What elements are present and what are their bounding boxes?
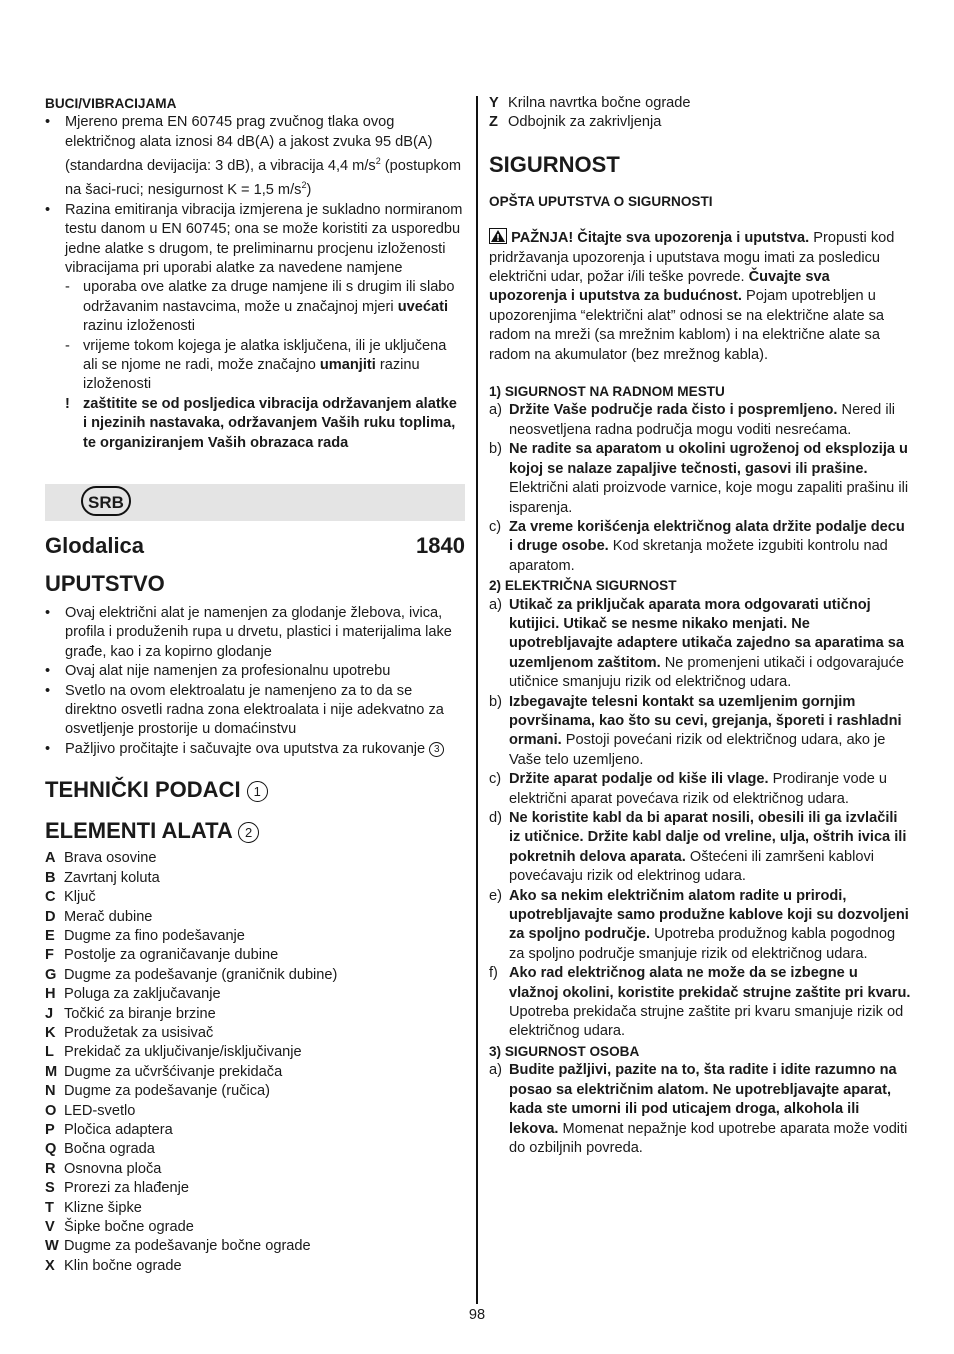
part-key: G <box>45 966 57 983</box>
part-row <box>45 869 465 888</box>
part-row <box>489 94 911 113</box>
part-key: N <box>45 1083 56 1100</box>
item-text: Nered ili neosvetljena radna područja mogu voditi nesrećama. <box>509 402 896 438</box>
right-column <box>489 94 911 1158</box>
noise-dash-2 <box>45 337 465 395</box>
part-key: T <box>45 1199 54 1216</box>
part-label: Dugme za podešavanje (graničnik dubine) <box>64 966 338 983</box>
part-label: Ključ <box>64 889 96 906</box>
part-row <box>45 1160 465 1179</box>
safety-item <box>489 1061 911 1158</box>
safety-item <box>489 440 911 518</box>
item-text: Električni alati proizvode varnice, koje mogu zapaliti prašinu ili isparenja. <box>509 480 909 516</box>
part-label: Pločica adaptera <box>64 1121 173 1138</box>
safety-item <box>489 596 911 693</box>
part-key: M <box>45 1063 58 1080</box>
part-key: R <box>45 1160 56 1177</box>
elements-heading <box>45 818 465 844</box>
part-key: J <box>45 1005 54 1022</box>
part-label: Dugme za fino podešavanje <box>64 927 245 944</box>
part-key: Q <box>45 1141 57 1158</box>
safety-item <box>489 887 911 965</box>
part-key: D <box>45 908 56 925</box>
part-key: V <box>45 1219 55 1235</box>
part-row <box>45 927 465 946</box>
superscript: 2 <box>375 156 381 167</box>
part-key: O <box>45 1102 57 1119</box>
item-text: Oštećeni ili zamršeni kablovi povećavaju rizik od elektrinog udara. <box>509 848 874 885</box>
part-label: Brava osovine <box>64 850 157 867</box>
noise-warning: ! zaštitite se od posljedica vibracija održavanjem alatke i njezinih nastavaka, održavanjem Vaših ruku toplima, te organiziranjem Vaših obrazaca rada <box>45 395 465 453</box>
superscript: 2 <box>301 180 307 191</box>
part-key: C <box>45 889 56 906</box>
part-row <box>45 985 465 1004</box>
tech-data-heading-text: TEHNIČKI PODACI <box>45 777 241 803</box>
safety-item <box>489 518 911 576</box>
part-row <box>45 1043 465 1062</box>
product-number: 1840 <box>416 533 465 559</box>
part-key: W <box>45 1238 59 1255</box>
figure-ref-3: 3 <box>429 742 444 757</box>
part-label: Šipke bočne ograde <box>64 1219 194 1235</box>
warning-text-2: Pojam upotrebljen u upozorenjima “električni alat” odnosi se na električne alate sa radom na mreži (sa mrežnim kablom) i na električne alate sa radom na akumulator (bez mrežnog kabla). <box>489 288 885 363</box>
part-row <box>45 1179 465 1198</box>
part-row <box>45 1237 465 1256</box>
part-row <box>45 849 465 868</box>
part-key: A <box>45 850 56 867</box>
item-text: Ne promenjeni utikači i odgovarajuće utičnice smanjuju rizik od električnog udara. <box>509 654 905 691</box>
section-2-heading: 2) ELEKTRIČNA SIGURNOST <box>489 578 677 594</box>
part-row <box>45 1218 465 1237</box>
warning-bold-2: Čuvajte sva upozorenja i uputstva za budućnost. <box>489 269 830 305</box>
part-label: Osnovna ploča <box>64 1160 162 1177</box>
general-warning-paragraph <box>489 228 911 365</box>
part-row <box>45 1082 465 1101</box>
item-text: Momenat nepažnje kod upotrebe aparata može voditi do ozbiljnih povreda. <box>509 1120 908 1156</box>
safety-item <box>489 964 911 1042</box>
column-divider <box>476 96 478 1304</box>
dash-2-text: vrijeme tokom kojega je alatka isključena, ili je uključena ali se njome ne radi, može značajno <box>83 337 447 373</box>
part-key: H <box>45 986 56 1003</box>
warning-text-1: Propusti kod pridržavanja upozorenja i uputstava mogu imati za posledicu električni udar, požar i/ili teške povrede. <box>489 230 895 286</box>
item-text: Upotreba prekidača strujne zaštite pri kvaru smanjuje rizik od električnog udara. <box>509 1004 904 1040</box>
part-row <box>45 888 465 907</box>
general-safety-heading: OPŠTA UPUTSTVA O SIGURNOSTI <box>489 193 713 209</box>
instruction-item: • Svetlo na ovom elektroalatu je namenjeno za to da se direktno osvetli radna zona elektroalata i nije adekvatno za osvetljenje prostorije u domaćinstvu <box>45 682 465 740</box>
part-label: Točkić za biranje brzine <box>64 1005 216 1022</box>
language-badge: SRB <box>81 486 131 516</box>
item-letter: f) <box>489 965 498 982</box>
part-label: Odbojnik za zakrivljenja <box>508 114 662 131</box>
part-label: Klizne šipke <box>64 1199 142 1216</box>
dash-2-bold: umanjiti <box>319 357 376 373</box>
warning-bold-1: PAŽNJA! Čitajte sva upozorenja i uputstva. <box>511 230 810 247</box>
item-letter: a) <box>489 1062 502 1079</box>
part-label: Postolje za ograničavanje dubine <box>64 947 279 964</box>
dash-1-bold: uvećati <box>397 298 449 315</box>
product-title-row <box>45 533 465 559</box>
part-row <box>45 1199 465 1218</box>
dash-1-text-2: razinu izloženosti <box>83 318 195 335</box>
noise-bullet-1 <box>45 113 465 200</box>
part-label: LED-svetlo <box>64 1102 136 1119</box>
noise-bullet-1-text: Mjereno prema EN 60745 prag zvučnog tlaka ovog električnog alata iznosi 84 dB(A) a jakost zvuka 95 dB(A) (standardna devijacija: 3 dB), a vibracija 4,4 m/s <box>65 114 433 175</box>
part-key: X <box>45 1257 55 1274</box>
part-label: Dugme za učvršćivanje prekidača <box>64 1063 283 1080</box>
part-key: P <box>45 1121 55 1138</box>
part-label: Krilna navrtka bočne ograde <box>508 95 691 111</box>
page-number: 98 <box>468 1307 486 1323</box>
language-band <box>45 484 465 521</box>
item-letter: b) <box>489 693 502 710</box>
part-row <box>45 1024 465 1043</box>
tech-data-heading <box>45 777 465 803</box>
item-bold: Držite Vaše područje rada čisto i pospremljeno. <box>509 402 838 419</box>
instructions-heading: UPUTSTVO <box>45 571 165 597</box>
item-bold: Ako rad električnog alata ne može da se izbegne u vlažnoj okolini, koristite prekidač strujne zaštite pri kvaru. <box>509 965 911 1001</box>
part-key: K <box>45 1024 56 1041</box>
item-bold: Za vreme korišćenja električnog alata držite podalje decu i druge osobe. <box>509 518 905 555</box>
part-key: F <box>45 947 54 964</box>
item-bold: Budite pažljivi, pazite na to, šta radite i idite razumno na posao sa električnim alatom. Ne upotrebljavajte aparat, kada ste umorni ili pod uticajem droga, alkohola ili lekova. <box>509 1062 897 1137</box>
section-1-heading: 1) SIGURNOST NA RADNOM MESTU <box>489 384 725 400</box>
part-label: Merač dubine <box>64 908 153 925</box>
safety-item <box>489 693 911 771</box>
noise-bullet-2: • Razina emitiranja vibracija izmjerena je sukladno normiranom testu danom u EN 60745; ona se može koristiti za usporedbu jedne alatke s drugom, te preliminarnu procjenu izloženosti vibracijama pri uporabi alatke za navedene namjene <box>45 201 465 279</box>
part-row <box>45 1121 465 1140</box>
item-text: Kod skretanja možete izgubiti kontrolu nad aparatom. <box>509 538 888 574</box>
item-bold: Utikač za priključak aparata mora odgovarati utičnoj kutijici. Utikač se nesme nikako menjati. Ne upotrebljavajte adaptere utikača zajedno sa aparatima sa uzemljenom zaštitom. <box>509 596 905 671</box>
safety-item <box>489 770 911 809</box>
elements-heading-text: ELEMENTI ALATA <box>45 818 232 844</box>
part-key: B <box>45 869 56 886</box>
part-label: Prorezi za hlađenje <box>64 1180 189 1197</box>
product-title: Glodalica <box>45 533 145 559</box>
item-letter: a) <box>489 402 502 419</box>
instruction-item: • Ovaj alat nije namenjen za profesionalnu upotrebu <box>45 662 465 681</box>
part-key: S <box>45 1180 55 1197</box>
dash-1-text: uporaba ove alatke za druge namjene ili s drugim ili slabo održavanim nastavcima, može u značajnoj mjeri <box>83 279 455 315</box>
part-label: Dugme za podešavanje bočne ograde <box>64 1238 311 1255</box>
item-text: Upotreba produžnog kabla pogodnog za spoljno područje smanjuje rizik od električnog udara. <box>509 926 896 962</box>
item-letter: b) <box>489 441 502 458</box>
item-text: Prodiranje vode u električni aparat povećava rizik od električnog udara. <box>509 771 887 807</box>
part-key: E <box>45 927 55 944</box>
item-bold: Ako sa nekim električnim alatom radite u prirodi, upotrebljavajte samo produžne kablove koji su dozvoljeni za spoljno područje. <box>509 887 909 943</box>
safety-item <box>489 809 911 887</box>
figure-ref-2: 2 <box>238 822 259 843</box>
figure-ref-1: 1 <box>247 781 268 802</box>
warning-icon <box>489 228 507 244</box>
part-label: Zavrtanj koluta <box>64 869 160 886</box>
item-letter: c) <box>489 518 502 535</box>
part-label: Produžetak za usisivač <box>64 1024 214 1041</box>
instruction-item: • Ovaj električni alat je namenjen za glodanje žlebova, ivica, profila i produženih rupa u drvetu, plastici i materijalima lake građe, kao i za kopirno glodanje <box>45 604 465 662</box>
noise-dash-1 <box>45 278 465 336</box>
safety-item <box>489 401 911 440</box>
item-bold: Ne radite sa aparatom u okolini ugroženoj od eksplozija u kojoj se nalaze zapaljive tečnosti, gasovi ili prašine. <box>509 441 908 477</box>
noise-heading: BUCI/VIBRACIJAMA <box>45 96 177 111</box>
part-label: Prekidač za uključivanje/isključivanje <box>64 1044 302 1061</box>
item-bold: Izbegavajte telesni kontakt sa uzemljenim gornjim površinama, kao što su cevi, grejanja, šporeti i rashladni ormani. <box>509 693 902 749</box>
part-key: L <box>45 1044 54 1061</box>
noise-bullet-1-text-2: (postupkom na šaci-ruci; nesigurnost K = 1,5 m/s <box>65 158 462 199</box>
part-row <box>489 113 911 132</box>
part-row <box>45 1063 465 1082</box>
item-letter: e) <box>489 887 502 904</box>
left-column <box>45 94 465 1276</box>
part-row <box>45 1005 465 1024</box>
safety-heading: SIGURNOST <box>489 151 620 177</box>
part-key: Y <box>489 95 499 111</box>
instruction-text: Pažljivo pročitajte i sačuvajte ova uputstva za rukovanje <box>65 740 426 757</box>
dash-2-text-2: razinu izloženosti <box>83 357 420 393</box>
part-row <box>45 1257 465 1276</box>
item-letter: c) <box>489 771 502 788</box>
part-label: Bočna ograda <box>64 1141 155 1158</box>
part-row <box>45 1102 465 1121</box>
instruction-item <box>45 740 465 759</box>
part-key: Z <box>489 114 498 131</box>
part-row <box>45 1140 465 1159</box>
item-letter: a) <box>489 596 502 613</box>
part-label: Klin bočne ograde <box>64 1257 182 1274</box>
part-row <box>45 946 465 965</box>
part-label: Poluga za zaključavanje <box>64 986 221 1003</box>
part-row <box>45 908 465 927</box>
part-row <box>45 966 465 985</box>
item-text: Postoji povećani rizik od električnog udara, ako je Vaše telo uzemljeno. <box>509 732 886 768</box>
item-letter: d) <box>489 810 502 826</box>
part-label: Dugme za podešavanje (ručica) <box>64 1083 271 1100</box>
instructions-list <box>45 604 465 759</box>
section-3-heading: 3) SIGURNOST OSOBA <box>489 1043 640 1059</box>
item-bold: Ne koristite kabl da bi aparat nosili, obesili ili ga izvlačili iz utičnice. Držite kabl dalje od vreline, ulja, oštrih ivica ili pokretnih delova aparata. <box>509 810 907 865</box>
parts-list <box>45 849 465 1276</box>
noise-bullet-1-text-3: ) <box>306 182 312 199</box>
item-bold: Držite aparat podalje od kiše ili vlage. <box>509 771 769 788</box>
